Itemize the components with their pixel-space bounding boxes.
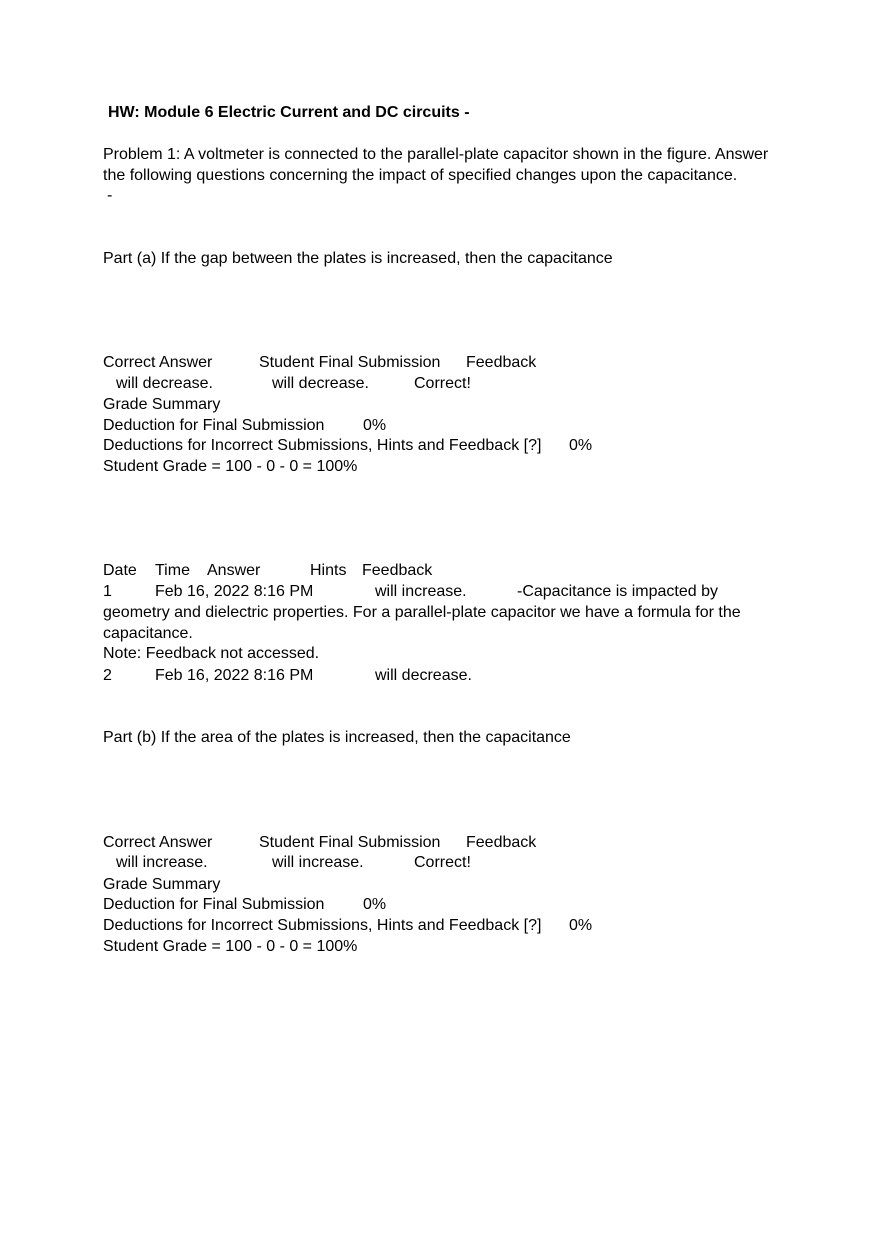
history-header-hints: Hints — [310, 562, 347, 579]
history-row-1-datetime: Feb 16, 2022 8:16 PM — [155, 583, 314, 600]
part-a-question: Part (a) If the gap between the plates is increased, then the capacitance — [103, 250, 613, 267]
history-row-2-datetime: Feb 16, 2022 8:16 PM — [155, 667, 314, 684]
history-header-feedback: Feedback — [362, 562, 433, 579]
part-b-deduction-incorrect-value: 0% — [569, 917, 593, 934]
part-a-student-grade: Student Grade = 100 - 0 - 0 = 100% — [103, 458, 358, 475]
part-b-student-answer: will increase. — [272, 854, 364, 871]
part-a-correct-answer: will decrease. — [116, 375, 213, 392]
part-a-feedback: Correct! — [414, 375, 471, 392]
part-a-deduction-final-value: 0% — [363, 417, 387, 434]
part-b-feedback: Correct! — [414, 854, 471, 871]
page-title: HW: Module 6 Electric Current and DC circuits - — [108, 104, 470, 121]
part-a-deduction-incorrect-label: Deductions for Incorrect Submissions, Hints and Feedback [?] — [103, 437, 542, 454]
history-header-time: Time — [155, 562, 190, 579]
part-a-header-student: Student Final Submission — [259, 354, 441, 371]
part-b-header-feedback: Feedback — [466, 834, 537, 851]
part-b-grade-summary: Grade Summary — [103, 876, 221, 893]
history-row-1-feedback-2: geometry and dielectric properties. For a parallel-plate capacitor we have a formula for the — [103, 604, 741, 621]
part-b-header-student: Student Final Submission — [259, 834, 441, 851]
part-a-grade-summary: Grade Summary — [103, 396, 221, 413]
part-a-deduction-final-label: Deduction for Final Submission — [103, 417, 325, 434]
part-a-student-answer: will decrease. — [272, 375, 369, 392]
history-row-2-num: 2 — [103, 667, 112, 684]
history-header-answer: Answer — [207, 562, 261, 579]
part-b-correct-answer: will increase. — [116, 854, 208, 871]
history-row-1-feedback-1: -Capacitance is impacted by — [517, 583, 718, 600]
part-b-deduction-final-label: Deduction for Final Submission — [103, 896, 325, 913]
part-b-header-correct: Correct Answer — [103, 834, 213, 851]
part-b-question: Part (b) If the area of the plates is increased, then the capacitance — [103, 729, 571, 746]
problem-dash: - — [107, 187, 113, 204]
history-row-1-answer: will increase. — [375, 583, 467, 600]
part-a-header-feedback: Feedback — [466, 354, 537, 371]
part-a-deduction-incorrect-value: 0% — [569, 437, 593, 454]
history-row-1-num: 1 — [103, 583, 112, 600]
history-header-date: Date — [103, 562, 137, 579]
problem-line-2: the following questions concerning the impact of specified changes upon the capacitance. — [103, 167, 738, 184]
part-b-deduction-incorrect-label: Deductions for Incorrect Submissions, Hints and Feedback [?] — [103, 917, 542, 934]
history-row-1-note: Note: Feedback not accessed. — [103, 645, 320, 662]
history-row-1-feedback-3: capacitance. — [103, 625, 193, 642]
part-b-deduction-final-value: 0% — [363, 896, 387, 913]
part-b-student-grade: Student Grade = 100 - 0 - 0 = 100% — [103, 938, 358, 955]
problem-line-1: Problem 1: A voltmeter is connected to the parallel-plate capacitor shown in the figure. Answer — [103, 146, 769, 163]
history-row-2-answer: will decrease. — [375, 667, 472, 684]
part-a-header-correct: Correct Answer — [103, 354, 213, 371]
